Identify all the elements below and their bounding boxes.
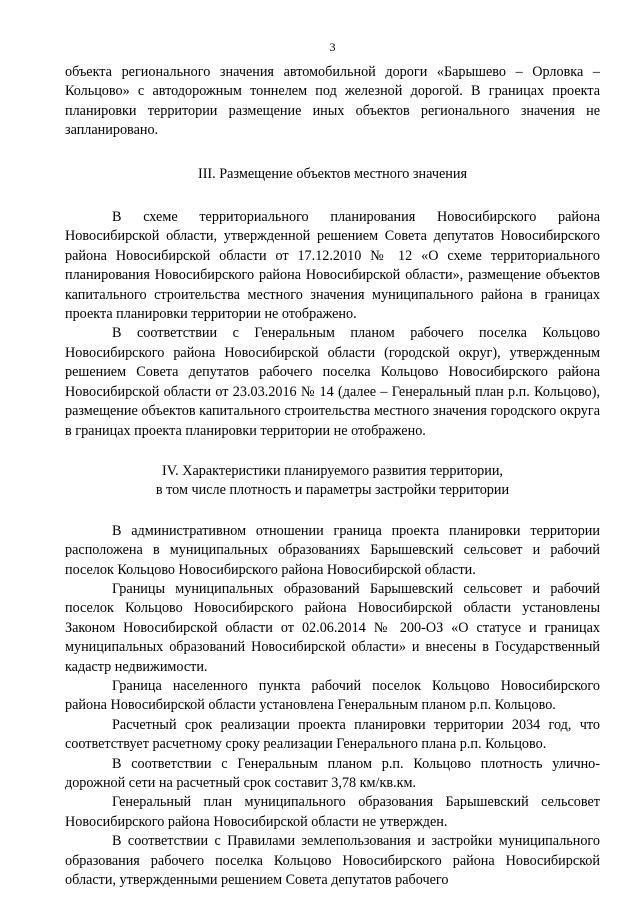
section-4-paragraph-1: В административном отношении граница проекта планировки территории расположена в муниципальных образованиях Барышевский сельсовет и рабочий поселок Кольцово Новосибирского района Новосибирской области. <box>65 522 600 578</box>
section-4-heading-line-2: в том числе плотность и параметры застройки территории <box>155 482 510 499</box>
section-4-paragraph-2: Границы муниципальных образований Барышевский сельсовет и рабочий поселок Кольцово Новосибирского района Новосибирской области установлены Законом Новосибирской области от 02.06.2014 № 200-ОЗ «О статусе и границах муниципальных образований Новосибирской области» и внесены в Государственный кадастр недвижимости. <box>65 580 600 675</box>
section-4-heading-line-1: IV. Характеристики планируемого развития территории, <box>162 462 503 479</box>
section-3-paragraph-2: В соответствии с Генеральным планом рабочего поселка Кольцово Новосибирского района Новосибирской области (городской округ), утвержденным решением Совета депутатов рабочего поселка Кольцово Новосибирского района Новосибирской области от 23.03.2016 № 14 (далее – Генеральный план р.п. Кольцово), размещение объектов капитального строительства местного значения городского округа в границах проекта планировки территории не отображено. <box>65 325 600 439</box>
section-3-paragraph-1: В схеме территориального планирования Новосибирского района Новосибирской области, утвержденной решением Совета депутатов Новосибирского района Новосибирской области от 17.12.2010 № 12 «О схеме территориального планирования Новосибирского района Новосибирской области», размещение объектов капитального строительства местного значения муниципального района в границах проекта планировки территории не отображено. <box>65 209 600 323</box>
section-4-paragraph-4: Расчетный срок реализации проекта планировки территории 2034 год, что соответствует расчетному сроку реализации Генерального плана р.п. Кольцово. <box>65 716 600 753</box>
section-4-paragraph-6: Генеральный план муниципального образования Барышевский сельсовет Новосибирского района Новосибирской области не утвержден. <box>65 794 600 830</box>
paragraph-continuation: объекта регионального значения автомобильной дороги «Барышево – Орловка – Кольцово» с автодорожным тоннелем под железной дорогой. В границах проекта планировки территории размещение иных объектов регионального значения не запланировано. <box>65 64 600 139</box>
section-4-paragraph-5: В соответствии с Генеральным планом р.п. Кольцово плотность улично-дорожной сети на расчетный срок составит 3,78 км/кв.км. <box>65 755 600 791</box>
section-3-heading: III. Размещение объектов местного значения <box>197 165 468 182</box>
section-4-paragraph-7: В соответствии с Правилами землепользования и застройки муниципального образования рабочего поселка Кольцово Новосибирского района Новосибирской области, утвержденными решением Совета депутатов рабочего <box>65 833 600 889</box>
section-4-paragraph-3: Граница населенного пункта рабочий поселок Кольцово Новосибирского района Новосибирской области установлена Генеральным планом р.п. Кольцово. <box>65 677 600 714</box>
page-number: 3 <box>329 40 336 54</box>
